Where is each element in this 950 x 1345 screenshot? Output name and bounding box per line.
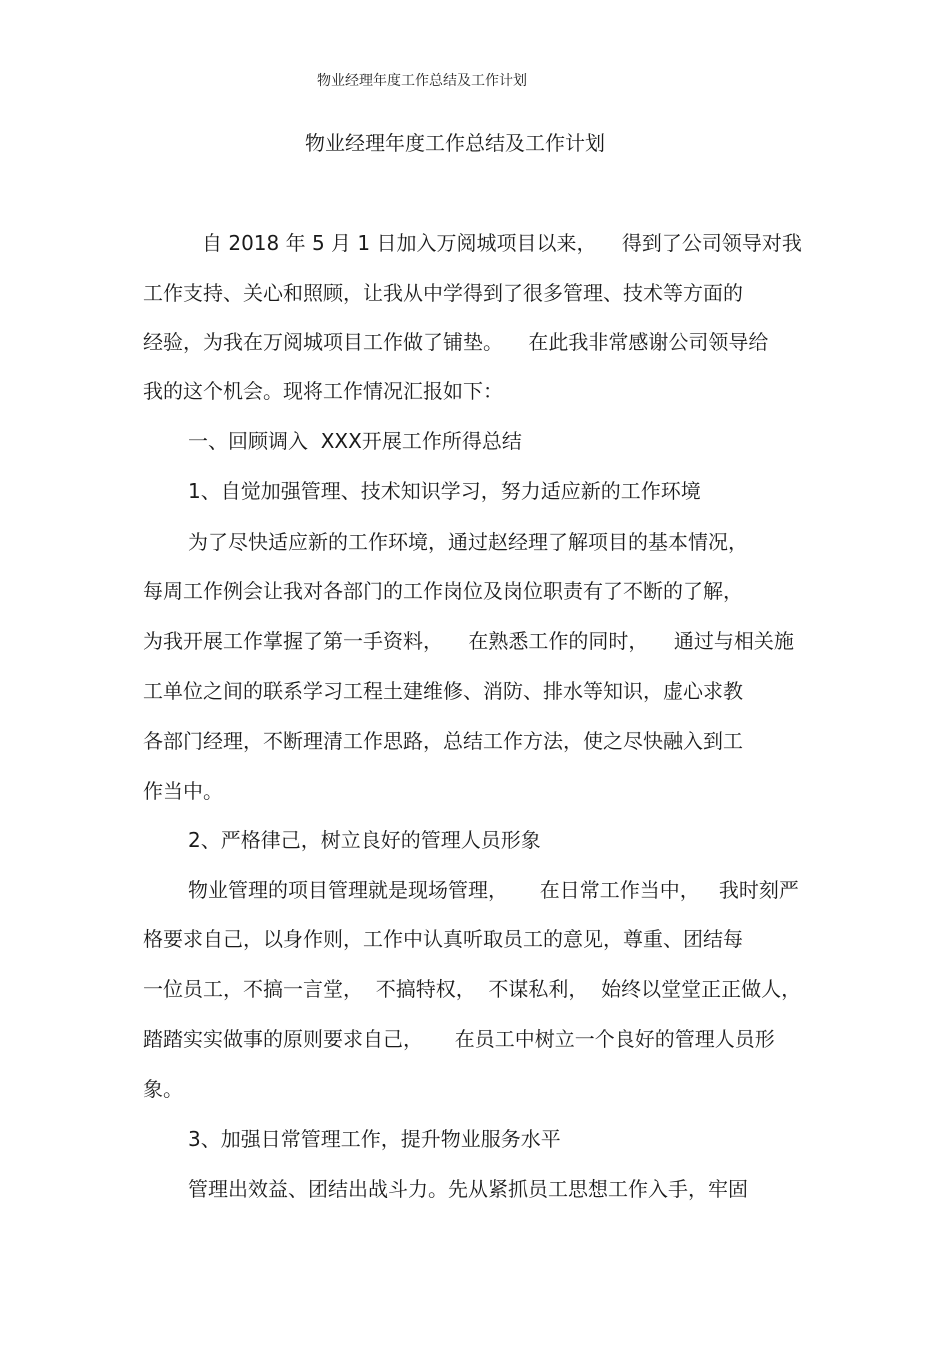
subsection-heading: 2、严格律己，树立良好的管理人员形象 <box>188 828 541 852</box>
subsection-heading: 3、加强日常管理工作，提升物业服务水平 <box>188 1127 561 1151</box>
body-line: 我的这个机会。现将工作情况汇报如下： <box>143 379 503 403</box>
section-heading: 一、回顾调入 XXX开展工作所得总结 <box>188 429 522 453</box>
body-line: 各部门经理，不断理清工作思路，总结工作方法，使之尽快融入到工 <box>143 729 743 753</box>
body-line: 经验，为我在万阅城项目工作做了铺垫。 在此我非常感谢公司领导给 <box>143 330 769 354</box>
body-line: 自 2018 年 5 月 1 日加入万阅城项目以来， 得到了公司领导对我 <box>202 231 802 255</box>
subsection-heading: 1、自觉加强管理、技术知识学习，努力适应新的工作环境 <box>188 479 701 503</box>
body-line: 作当中。 <box>143 779 223 803</box>
body-line: 为我开展工作掌握了第一手资料， 在熟悉工作的同时， 通过与相关施 <box>143 629 794 653</box>
body-line: 工作支持、关心和照顾，让我从中学得到了很多管理、技术等方面的 <box>143 281 743 305</box>
body-line: 管理出效益、团结出战斗力。先从紧抓员工思想工作入手，牢固 <box>188 1177 748 1201</box>
body-line: 象。 <box>143 1077 183 1101</box>
body-line: 一位员工，不搞一言堂， 不搞特权， 不谋私利， 始终以堂堂正正做人， <box>143 977 802 1001</box>
body-line: 物业管理的项目管理就是现场管理， 在日常工作当中， 我时刻严 <box>188 878 799 902</box>
body-line: 格要求自己，以身作则，工作中认真听取员工的意见，尊重、团结每 <box>143 927 743 951</box>
running-header: 物业经理年度工作总结及工作计划 <box>317 73 527 89</box>
body-line: 踏踏实实做事的原则要求自己， 在员工中树立一个良好的管理人员形 <box>143 1027 775 1051</box>
body-line: 工单位之间的联系学习工程土建维修、消防、排水等知识，虚心求教 <box>143 679 743 703</box>
body-line: 每周工作例会让我对各部门的工作岗位及岗位职责有了不断的了解， <box>143 579 743 603</box>
document-title: 物业经理年度工作总结及工作计划 <box>305 131 605 155</box>
body-line: 为了尽快适应新的工作环境，通过赵经理了解项目的基本情况， <box>188 530 748 554</box>
